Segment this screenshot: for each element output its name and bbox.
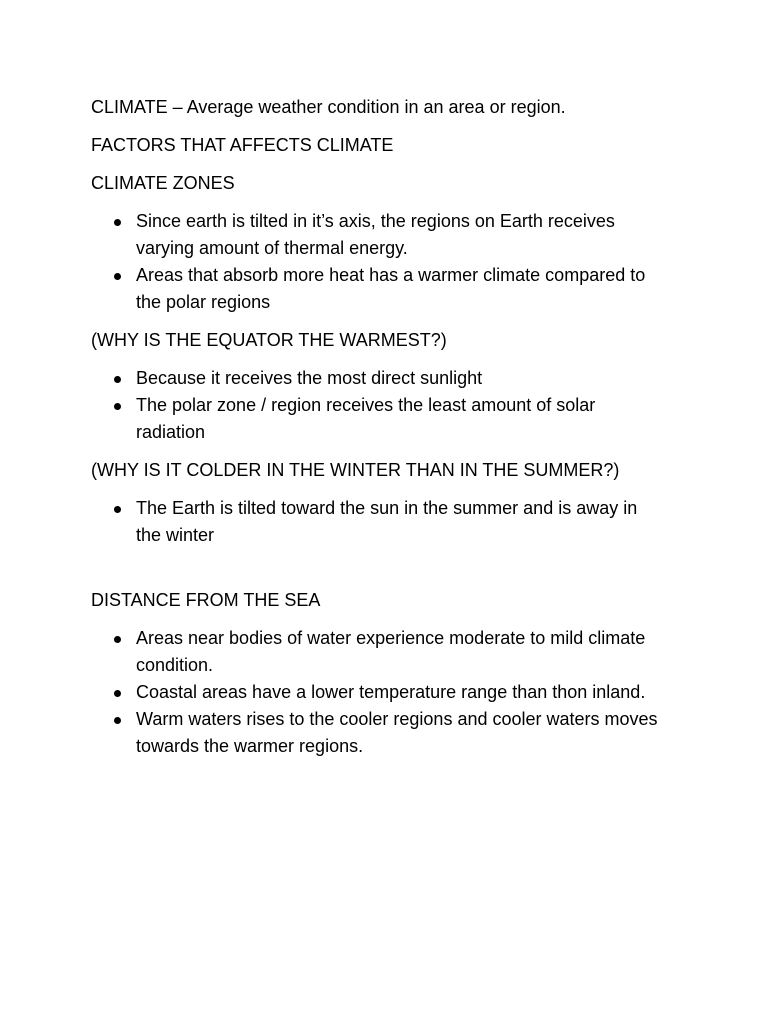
list-item (91, 208, 666, 262)
climate-zones-heading: CLIMATE ZONES (91, 173, 235, 193)
bullet-icon (114, 219, 121, 226)
climate-definition: CLIMATE – Average weather condition in an area or region. (91, 97, 566, 117)
list-item-text: The polar zone / region receives the least amount of solar radiation (136, 395, 596, 442)
list-item-text: Because it receives the most direct sunlight (136, 368, 483, 388)
list-item (91, 495, 666, 549)
list-item-text: Since earth is tilted in it’s axis, the regions on Earth receives varying amount of thermal energy. (136, 211, 615, 258)
document-page (91, 94, 691, 771)
bullet-icon (114, 273, 121, 280)
list-item-text: Warm waters rises to the cooler regions and cooler waters moves towards the warmer regions. (136, 709, 658, 756)
list-item-text: Areas near bodies of water experience moderate to mild climate condition. (136, 628, 646, 675)
list-item (91, 625, 666, 679)
list-item (91, 392, 666, 446)
winter-answer-list (91, 495, 691, 549)
bullet-icon (114, 636, 121, 643)
climate-zones-list (91, 208, 691, 316)
bullet-icon (114, 717, 121, 724)
bullet-icon (114, 403, 121, 410)
equator-question-heading: (WHY IS THE EQUATOR THE WARMEST?) (91, 330, 447, 350)
bullet-icon (114, 506, 121, 513)
distance-from-sea-list (91, 625, 691, 760)
bullet-icon (114, 376, 121, 383)
list-item (91, 679, 666, 706)
list-item (91, 706, 666, 760)
equator-answer-list (91, 365, 691, 446)
list-item (91, 365, 666, 392)
list-item-text: Coastal areas have a lower temperature range than thon inland. (136, 682, 646, 702)
winter-question-heading: (WHY IS IT COLDER IN THE WINTER THAN IN THE SUMMER?) (91, 460, 620, 480)
list-item-text: The Earth is tilted toward the sun in the summer and is away in the winter (136, 498, 638, 545)
bullet-icon (114, 690, 121, 697)
list-item (91, 262, 666, 316)
factors-heading: FACTORS THAT AFFECTS CLIMATE (91, 135, 394, 155)
blank-line (91, 560, 691, 587)
distance-from-sea-heading: DISTANCE FROM THE SEA (91, 590, 321, 610)
list-item-text: Areas that absorb more heat has a warmer climate compared to the polar regions (136, 265, 646, 312)
